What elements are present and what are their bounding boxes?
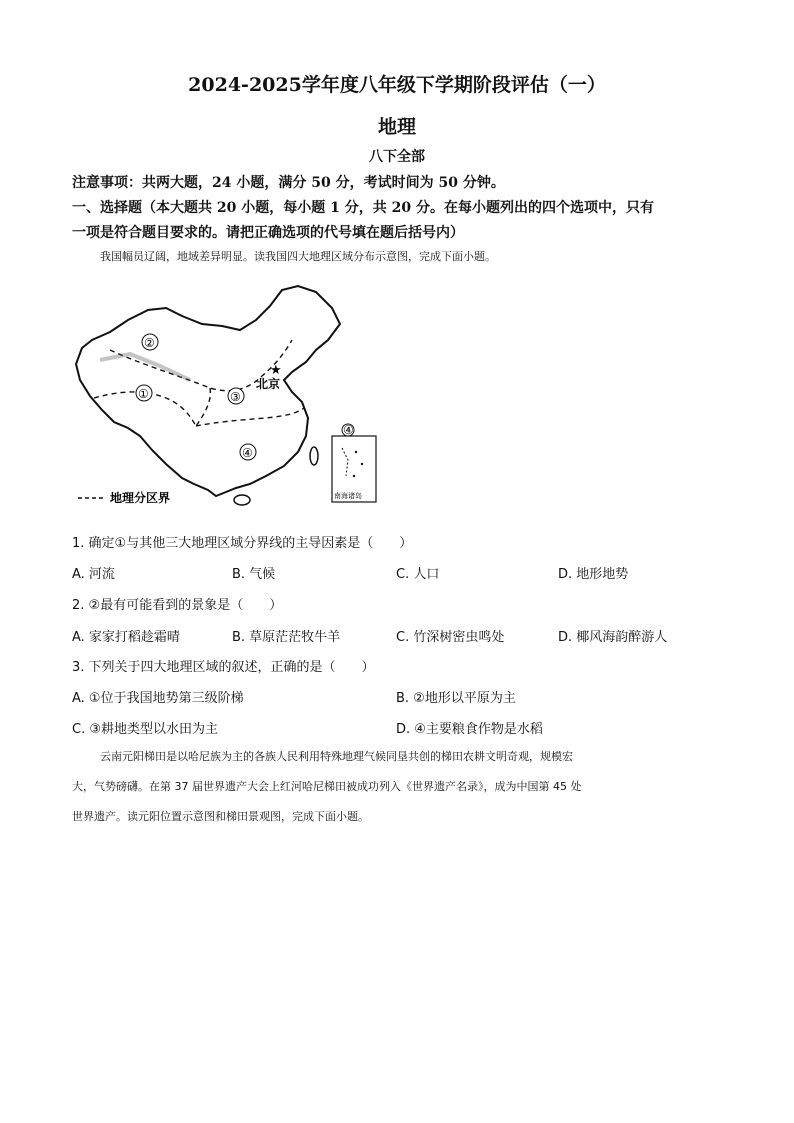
question-3-option-c[interactable]: C. ③耕地类型以水田为主 — [72, 722, 218, 737]
question-group-intro: 我国幅员辽阔，地域差异明显。读我国四大地理区域分布示意图，完成下面小题。 — [100, 250, 496, 263]
question-2-option-c[interactable]: C. 竹深树密虫鸣处 — [396, 630, 505, 645]
region-2-label: ② — [144, 336, 155, 350]
notice-text: 注意事项：共两大题，24 小题，满分 50 分，考试时间为 50 分钟。 — [72, 175, 505, 191]
question-3-option-b[interactable]: B. ②地形以平原为主 — [396, 691, 516, 706]
map-figure — [70, 280, 390, 512]
section-heading-line2: 一项是符合题目要求的。请把正确选项的代号填在题后括号内） — [72, 225, 464, 241]
question-3-stem: 3. 下列关于四大地理区域的叙述，正确的是（ ） — [72, 660, 375, 675]
beijing-label: 北京 — [256, 377, 281, 391]
inset-island-dot — [361, 463, 363, 465]
china-outline — [76, 286, 340, 496]
exam-title: 2024-2025学年度八年级下学期阶段评估（一） — [188, 74, 606, 96]
section-heading-line1: 一、选择题（本大题共 20 小题，每小题 1 分，共 20 分。在每小题列出的四个选项中，只有 — [72, 200, 654, 216]
inset-island-dot — [355, 451, 357, 453]
question-1-option-b[interactable]: B. 气候 — [232, 567, 276, 582]
question-2-option-d[interactable]: D. 椰风海韵醉游人 — [558, 630, 668, 645]
question-1-option-c[interactable]: C. 人口 — [396, 567, 440, 582]
question-1-option-d[interactable]: D. 地形地势 — [558, 567, 629, 582]
region-boundary-south — [196, 408, 304, 426]
passage-line-3: 世界遗产。读元阳位置示意图和梯田景观图，完成下面小题。 — [72, 810, 369, 823]
question-2-option-a[interactable]: A. 家家打稻趁霜晴 — [72, 630, 180, 645]
inset-label: ④ — [343, 423, 354, 437]
exam-scope: 八下全部 — [369, 149, 425, 165]
subject-title: 地理 — [377, 116, 416, 138]
inset-island-dot — [353, 475, 355, 477]
question-1-stem: 1. 确定①与其他三大地理区域分界线的主导因素是（ ） — [72, 536, 413, 551]
legend-label: 地理分区界 — [110, 491, 171, 505]
inset-caption: 南海诸岛 — [334, 492, 362, 500]
passage-line-2: 大，气势磅礴。在第 37 届世界遗产大会上红河哈尼梯田被成功列入《世界遗产名录》，成为中国第 45 处 — [72, 780, 582, 793]
region-boundary-east — [196, 388, 210, 426]
taiwan-island — [310, 447, 318, 465]
china-regions-map — [70, 280, 390, 512]
region-4-label: ④ — [242, 446, 253, 460]
passage-yuanyang — [72, 742, 722, 832]
hainan-island — [234, 495, 250, 505]
passage-line-1: 云南元阳梯田是以哈尼族为主的各族人民利用特殊地理气候同垦共创的梯田农耕文明奇观，规模宏 — [100, 750, 573, 763]
question-2-stem: 2. ②最有可能看到的景象是（ ） — [72, 598, 283, 613]
region-3-label: ③ — [230, 390, 241, 404]
question-2-option-b[interactable]: B. 草原茫茫牧牛羊 — [232, 630, 341, 645]
question-3-option-d[interactable]: D. ④主要粮食作物是水稻 — [396, 722, 543, 737]
question-1-option-a[interactable]: A. 河流 — [72, 567, 115, 582]
region-1-label: ① — [138, 387, 149, 401]
section-heading — [72, 196, 732, 246]
beijing-star-icon: ★ — [270, 363, 282, 378]
question-3-option-a[interactable]: A. ①位于我国地势第三级阶梯 — [72, 691, 244, 706]
plateau-shading — [100, 354, 190, 380]
